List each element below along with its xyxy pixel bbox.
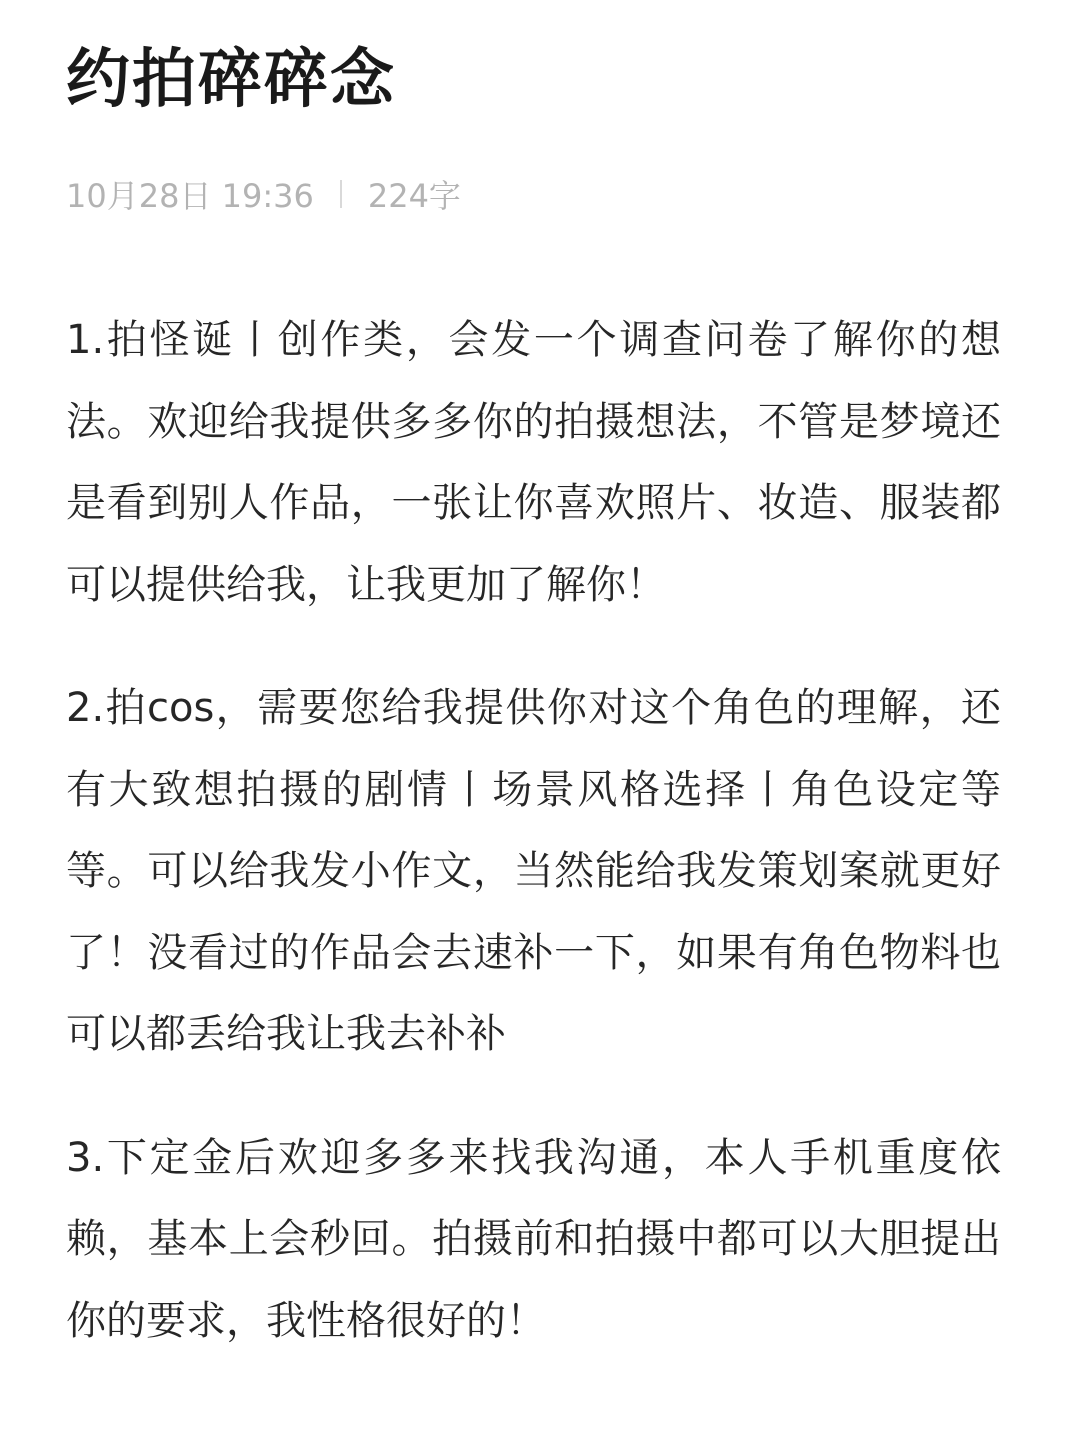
note-title: 约拍碎碎念 (66, 43, 396, 117)
note-paragraph-1: 1.拍怪诞丨创作类，会发一个调查问卷了解你的想法。欢迎给我提供多多你的拍摄想法，不管是梦境还是看到别人作品，一张让你喜欢照片、妆造、服装都可以提供给我，让我更加了解你！ (66, 317, 1001, 608)
note-body[interactable] (66, 300, 1001, 1362)
note-datetime: 10月28日 19:36 (66, 177, 314, 215)
note-paragraph-3: 3.下定金后欢迎多多来找我沟通，本人手机重度依赖，基本上会秒回。拍摄前和拍摄中都可以大胆提出你的要求，我性格很好的！ (66, 1134, 1001, 1344)
meta-separator (340, 180, 342, 208)
note-paragraph-2: 2.拍cos，需要您给我提供你对这个角色的理解，还有大致想拍摄的剧情丨场景风格选择丨角色设定等等。可以给我发小作文，当然能给我发策划案就更好了！没看过的作品会去速补一下，如果有角色物料也可以都丢给我让我去补补 (66, 685, 1001, 1057)
note-word-count: 224字 (367, 177, 461, 215)
note-container (66, 38, 1001, 1404)
note-meta (66, 174, 1001, 214)
